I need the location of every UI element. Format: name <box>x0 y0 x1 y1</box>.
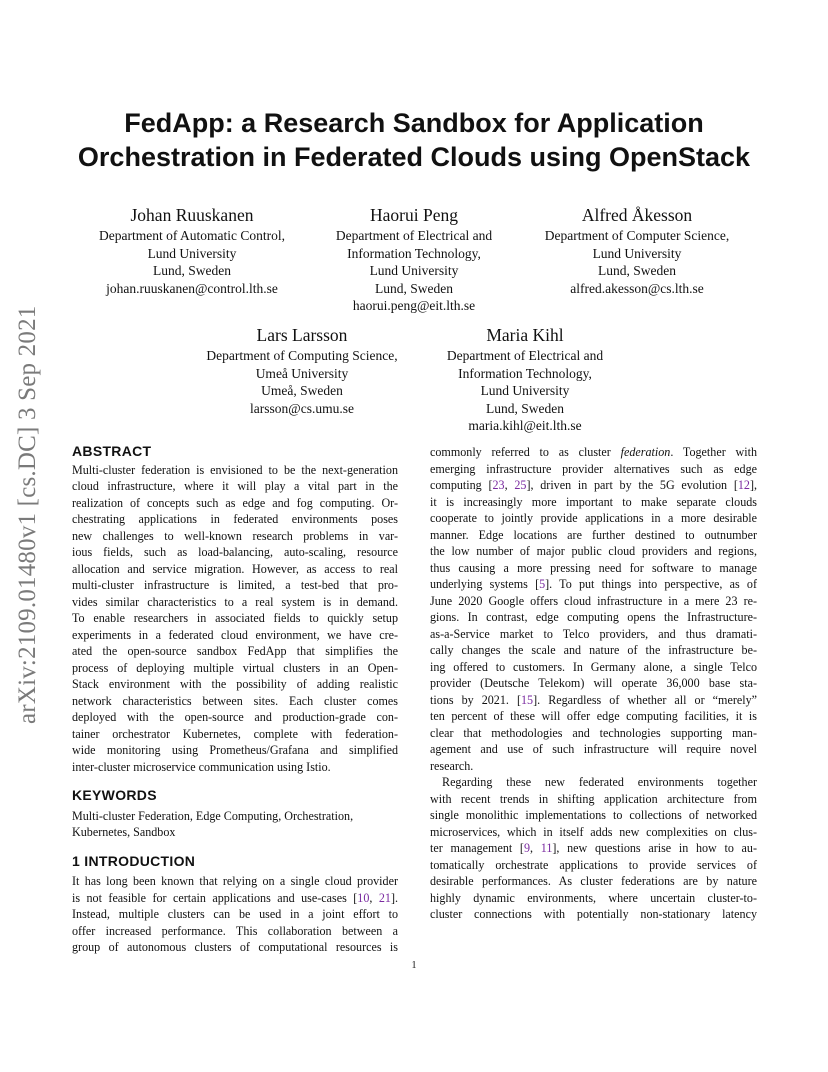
body-paragraph <box>430 444 757 774</box>
author-block <box>522 204 752 297</box>
abstract-line: experiments in a federated cloud environment, we have cre- <box>72 627 398 642</box>
abstract-line: new challenges to well-known research problems in var- <box>72 528 398 543</box>
body-line: Regarding these new federated environments together <box>442 775 757 789</box>
body-line: highly dynamic environments, where uncertain cluster-to- <box>430 890 757 905</box>
author-block <box>72 204 312 297</box>
author-email: maria.kihl@eit.lth.se <box>468 418 582 434</box>
author-affiliation: Lund University <box>480 383 570 399</box>
body-line: cally changes the scale and nature of the infrastructure be- <box>430 643 757 657</box>
author-block <box>304 204 524 315</box>
body-line: ing offered to customers. In Germany alone, a single Telco <box>430 659 757 674</box>
body-line: June 2020 Google offers cloud infrastructure in a mere 23 re- <box>430 593 757 608</box>
body-line: thus causing a more pressing need for software to manage <box>430 560 757 575</box>
introduction-heading: 1 INTRODUCTION <box>72 852 196 869</box>
paper-title <box>60 106 768 174</box>
title-line-1: FedApp: a Research Sandbox for Application <box>124 108 704 138</box>
body-line: cluster connections with potentially non-stationary latency <box>430 907 757 921</box>
author-affiliation: Department of Automatic Control, <box>99 228 285 243</box>
author-affiliation: Lund University <box>147 245 237 261</box>
keywords-line: Kubernetes, Sandbox <box>72 825 176 839</box>
abstract-line: allocation and service migration. However, as access to real <box>72 561 398 576</box>
introduction-line: is not feasible for certain applications and use-cases [10, 21]. <box>72 890 398 905</box>
author-affiliation: Department of Computer Science, <box>544 228 730 243</box>
arxiv-identifier: arXiv:2109.01480v1 [cs.DC] 3 Sep 2021 <box>14 305 41 724</box>
author-affiliation: Lund, Sweden <box>153 263 231 279</box>
left-column <box>72 443 398 956</box>
author-email: johan.ruuskanen@control.lth.se <box>106 280 278 296</box>
author-affiliation: Lund, Sweden <box>486 400 564 416</box>
introduction-body <box>72 873 398 956</box>
abstract-line: tainer orchestrator Kubernetes, complete with federation- <box>72 726 398 741</box>
abstract-line: Multi-cluster federation is envisioned to be the next-generation <box>72 462 398 477</box>
introduction-line: group of autonomous clusters of computational resources is <box>72 940 398 954</box>
body-line: single monolithic implementations to collections of networked <box>430 808 757 822</box>
author-email: alfred.akesson@cs.lth.se <box>570 280 704 296</box>
author-email: larsson@cs.umu.se <box>250 400 354 416</box>
body-line: ten percent of these will offer edge computing facilities, it is <box>430 709 757 723</box>
keywords-heading: KEYWORDS <box>72 787 157 803</box>
author-name: Maria Kihl <box>486 325 564 345</box>
body-line: the low number of major public cloud providers and regions, <box>430 544 757 558</box>
abstract-line: ated the open-source sandbox FedApp that simplifies the <box>72 644 398 658</box>
author-affiliation: Umeå University <box>255 365 349 381</box>
abstract-line: deployed with the open-source and production-grade con- <box>72 710 398 724</box>
body-line: as-a-Service market to Telco providers, and thus dramati- <box>430 626 757 641</box>
author-email: haorui.peng@eit.lth.se <box>352 298 476 314</box>
abstract-line: multi-cluster infrastructure is limited, a test-bed that pro- <box>72 578 398 592</box>
author-name: Johan Ruuskanen <box>130 205 254 225</box>
title-line-2: Orchestration in Federated Clouds using OpenStack <box>77 142 751 172</box>
abstract-body <box>72 462 398 776</box>
body-line: tions by 2021. [15]. Regardless of whether all or “merely” <box>430 692 757 707</box>
abstract-line: vides similar characteristics to a real system is in demand. <box>72 594 398 609</box>
author-affiliation: Lund University <box>369 263 459 279</box>
author-affiliation: Lund, Sweden <box>375 280 453 296</box>
body-line: agement and use of such infrastructure will require novel <box>430 742 757 756</box>
body-line: computing [23, 25], driven in part by the 5G evolution [12], <box>430 478 758 492</box>
abstract-line: inter-cluster microservice communication using Istio. <box>72 759 331 774</box>
body-line: underlying systems [5]. To put things into perspective, as of <box>430 577 757 591</box>
author-affiliation: Information Technology, <box>347 245 481 261</box>
author-block <box>420 324 630 435</box>
abstract-heading: ABSTRACT <box>72 443 152 459</box>
body-paragraph <box>430 774 757 923</box>
body-line: tomatically orchestrate applications to provide services of <box>430 857 757 872</box>
body-line: cooperate to jointly provide applications in a more desirable <box>430 511 757 525</box>
author-affiliation: Department of Electrical and <box>335 228 493 243</box>
body-line: clear that methodologies and technologies supporting man- <box>430 725 757 740</box>
abstract-line: chestrating applications in federated environments poses <box>72 512 398 526</box>
abstract-line: cloud infrastructure, where it will play a vital part in the <box>72 479 398 493</box>
body-line: ter management [9, 11], new questions arise in how to au- <box>430 841 757 855</box>
body-line: with recent trends in shifting application architecture from <box>430 791 757 806</box>
author-name: Alfred Åkesson <box>581 205 693 225</box>
body-line: manner. Edge locations are further destined to outnumber <box>430 527 757 542</box>
author-affiliation: Department of Computing Science, <box>206 348 398 363</box>
body-line: gions. In contrast, edge computing opens the Infrastructure- <box>430 610 757 624</box>
author-affiliation: Lund, Sweden <box>598 263 676 279</box>
abstract-line: ious fields, such as load-balancing, auto-scaling, resource <box>72 545 398 559</box>
introduction-line: offer increased performance. This collaboration between a <box>72 923 398 938</box>
introduction-line: It has long been known that relying on a single cloud provider <box>72 874 398 888</box>
author-affiliation: Department of Electrical and <box>446 348 604 363</box>
body-line: emerging infrastructure provider alternatives such as edge <box>430 461 757 476</box>
body-line: research. <box>430 758 474 773</box>
author-affiliation: Information Technology, <box>458 365 592 381</box>
author-name: Haorui Peng <box>370 205 458 225</box>
keywords-line: Multi-cluster Federation, Edge Computing, Orchestration, <box>72 808 354 823</box>
author-affiliation: Umeå, Sweden <box>261 383 343 399</box>
abstract-line: To enable researchers in associated fields to quickly setup <box>72 611 398 625</box>
body-line: microservices, which in itself adds new complexities on clus- <box>430 824 757 839</box>
author-affiliation: Lund University <box>592 245 682 261</box>
abstract-line: Stack environment with the possibility of adding realistic <box>72 677 398 691</box>
body-line: provider (Deutsche Telekom) will operate 36,000 base sta- <box>430 676 757 690</box>
abstract-line: wide monitoring using Prometheus/Grafana and simplified <box>72 743 398 757</box>
body-line: it is increasingly more important to make separate clouds <box>430 494 757 509</box>
keywords-body <box>72 808 398 841</box>
page-number: 1 <box>411 960 417 971</box>
author-name: Lars Larsson <box>256 325 348 345</box>
abstract-line: process of deploying multiple virtual clusters in an Open- <box>72 660 398 675</box>
right-column <box>430 444 757 923</box>
abstract-line: realization of concepts such as edge and fog computing. Or- <box>72 495 398 510</box>
introduction-line: Instead, multiple clusters can be used in a joint effort to <box>72 907 398 921</box>
body-line: commonly referred to as cluster federation. Together with <box>430 445 757 459</box>
abstract-line: network characteristics between sites. Each cluster comes <box>72 693 398 708</box>
author-block <box>192 324 412 417</box>
body-line: desirable performances. As cluster federations are by nature <box>430 874 757 888</box>
